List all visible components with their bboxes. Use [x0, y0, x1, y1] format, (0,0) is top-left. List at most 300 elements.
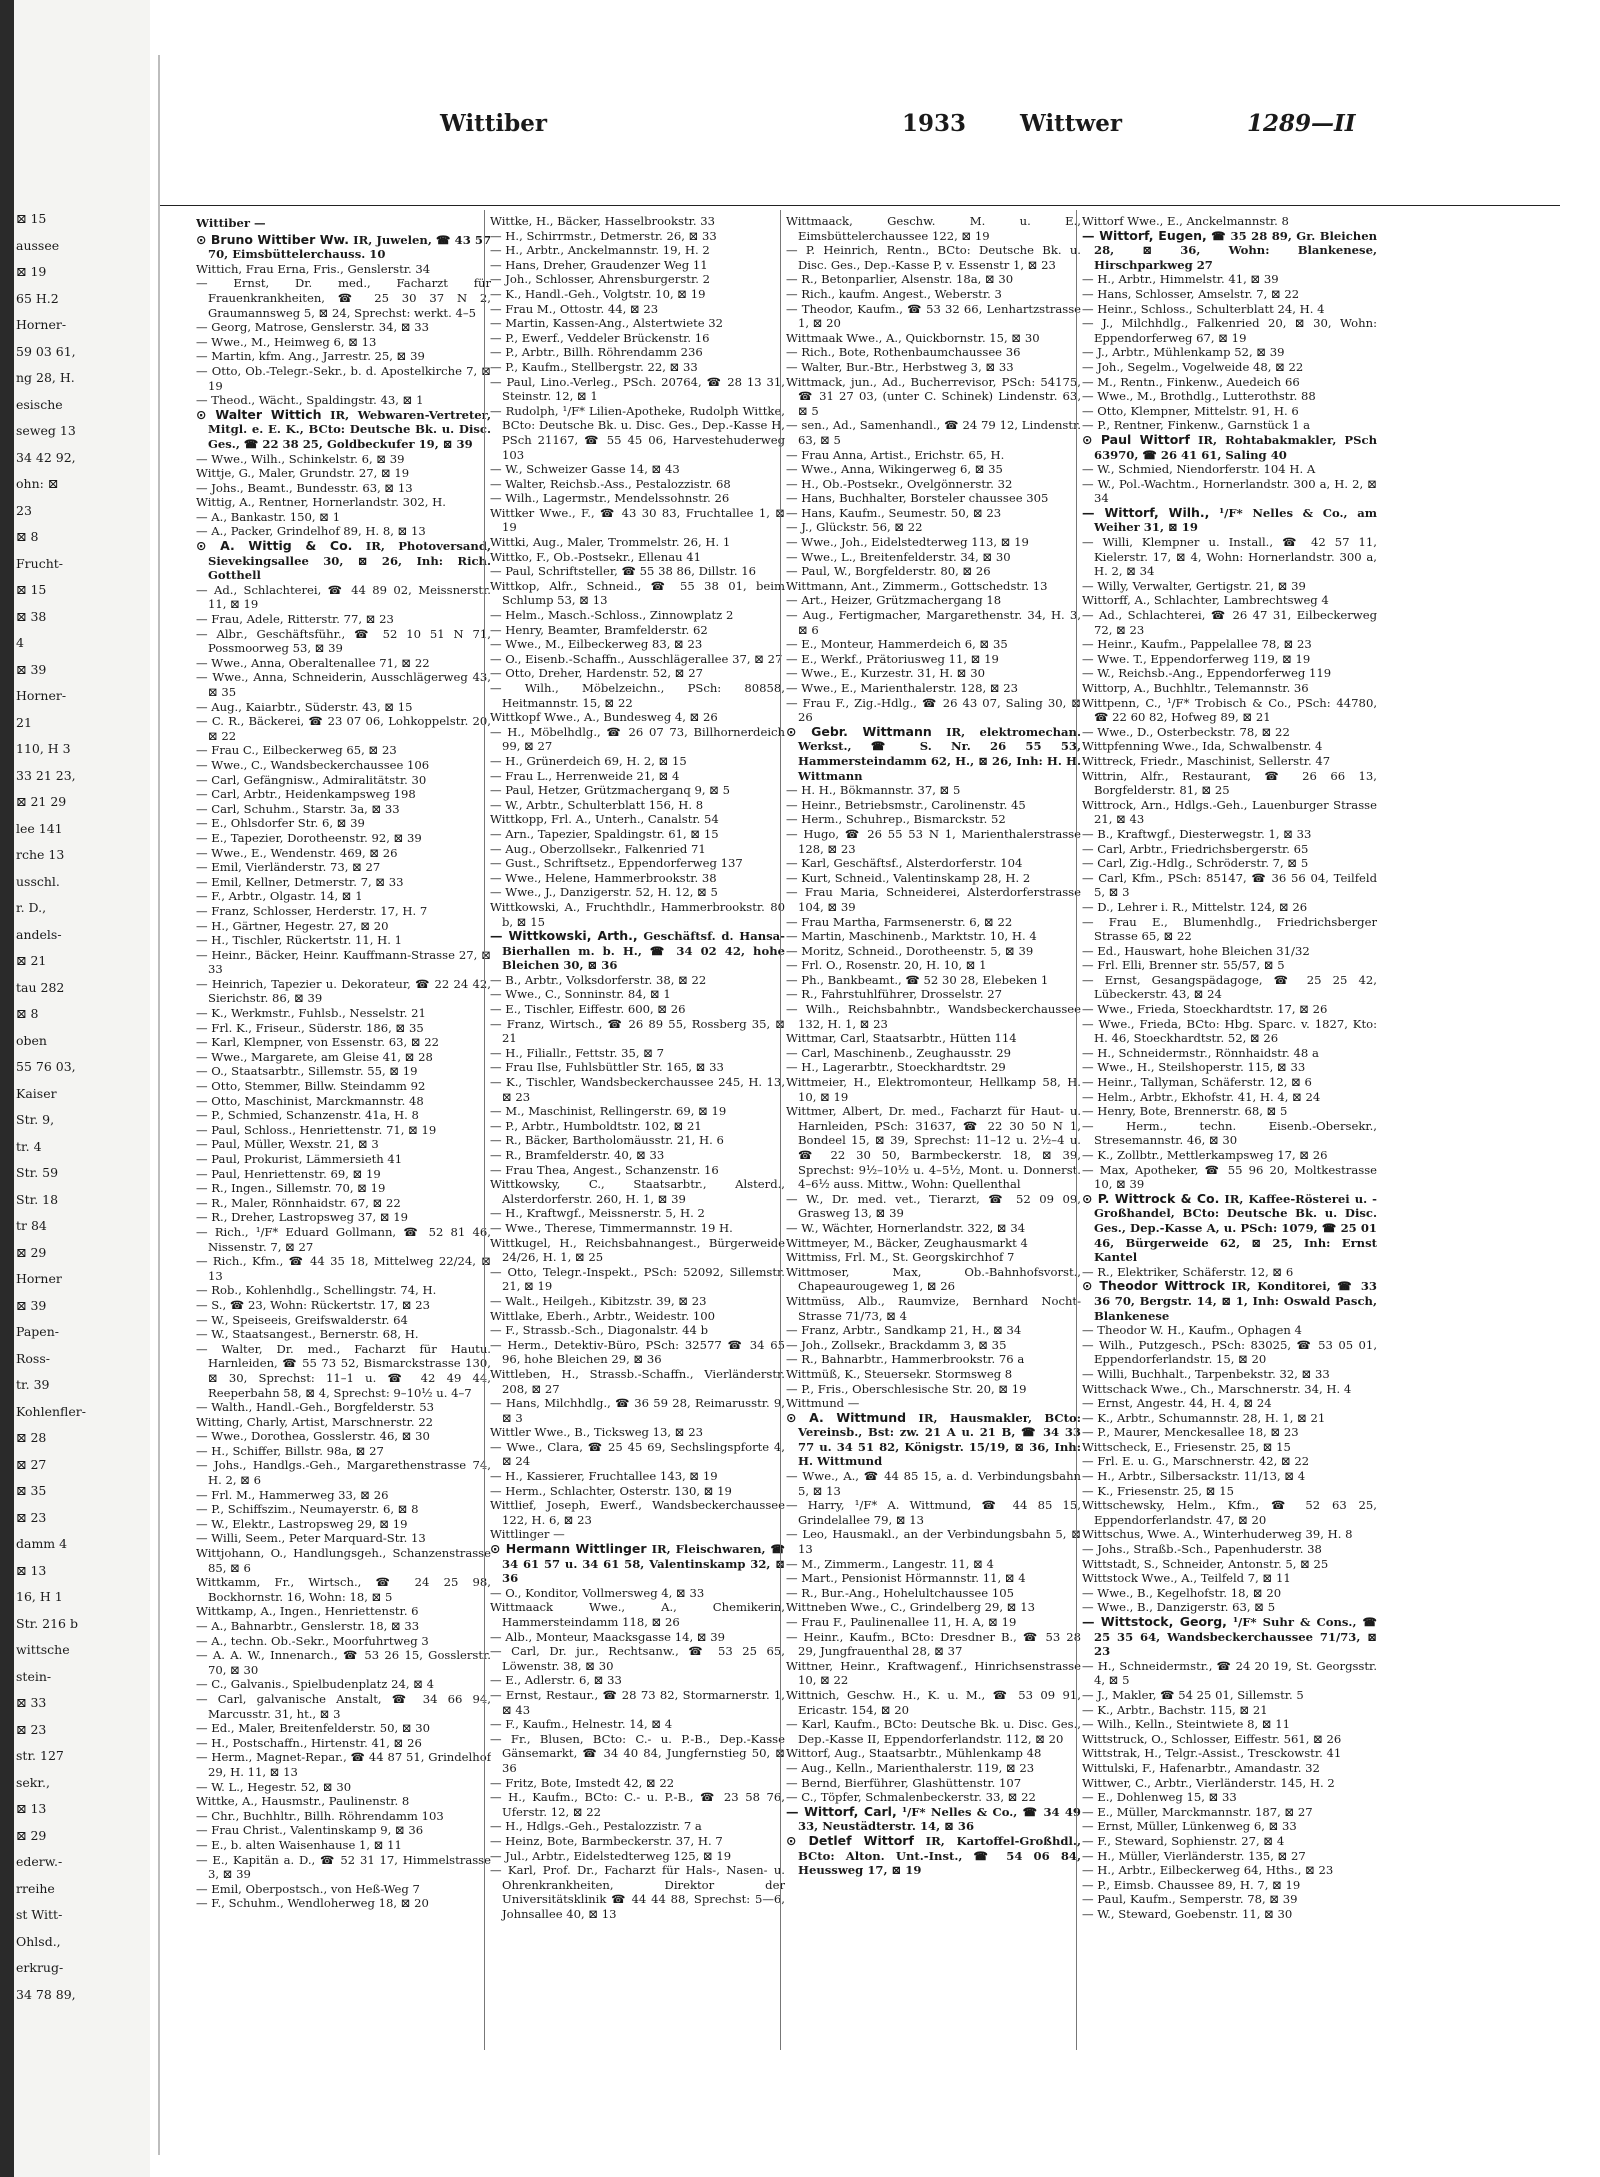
entry-text: — O., Staatsarbtr., Sillemstr. 55, ⊠ 19 — [196, 1064, 418, 1079]
column-divider-1 — [484, 210, 485, 2050]
directory-entry — [196, 1604, 491, 1619]
entry-text: — Wilh., Putzgesch., PSch: 83025, ☎ 53 05 01, Eppendorferlandstr. 15, ⊠ 20 — [1082, 1337, 1377, 1367]
directory-entry — [1082, 915, 1377, 944]
margin-fragment: Horner- — [16, 317, 67, 332]
entry-text: — A., Packer, Grindelhof 89, H. 8, ⊠ 13 — [196, 524, 426, 539]
margin-fragment: 33 21 23, — [16, 767, 76, 783]
entry-text: — Frau Thea, Angest., Schanzenstr. 16 — [490, 1162, 719, 1177]
entry-text: — R., Bäcker, Bartholomäusstr. 21, H. 6 — [490, 1133, 724, 1148]
entry-text: — Wwe., E., Kurzestr. 31, H. ⊠ 30 — [786, 666, 985, 681]
directory-entry — [490, 462, 785, 477]
entry-text: — R., Maler, Rönnhaidstr. 67, ⊠ 22 — [196, 1195, 401, 1210]
advertised-entry — [1082, 1192, 1377, 1265]
entry-text: — Herm., Schuhrep., Bismarckstr. 52 — [786, 812, 1006, 827]
directory-entry — [196, 1035, 491, 1050]
entry-text: — Carl, Kfm., PSch: 85147, ☎ 36 56 04, Teilfeld 5, ⊠ 3 — [1082, 870, 1377, 900]
entry-text: — Theodor W. H., Kaufm., Ophagen 4 — [1082, 1323, 1302, 1338]
margin-fragment: st Witt- — [16, 1907, 63, 1922]
entry-text: — Art., Heizer, Grützmachergang 18 — [786, 593, 1002, 608]
directory-entry — [786, 360, 1081, 375]
entry-text: — Wwe., Clara, ☎ 25 45 69, Sechslingspforte 4, ⊠ 24 — [490, 1439, 785, 1469]
directory-entry — [1082, 1805, 1377, 1820]
directory-entry — [490, 579, 785, 608]
entry-text: — Otto, Ob.-Telegr.-Sekr., b. d. Apostelkirche 7, ⊠ 19 — [196, 363, 491, 393]
entry-text: — R., Betonparlier, Alsenstr. 18a, ⊠ 30 — [786, 272, 1014, 287]
directory-entry — [786, 1104, 1081, 1192]
directory-entry — [196, 1692, 491, 1721]
directory-entry — [1082, 1367, 1377, 1382]
margin-fragment: 34 42 92, — [16, 449, 76, 465]
directory-entry — [786, 1396, 1081, 1411]
entry-text: Wittkopf Wwe., A., Bundesweg 4, ⊠ 26 — [490, 710, 718, 725]
entry-text: ☎ 35 28 89, Gr. Bleichen 28, ⊠ 36, Wohn: Blankenese, Hirschparkweg 27 — [1094, 228, 1377, 272]
directory-entry — [196, 1677, 491, 1692]
entry-text: — S., ☎ 23, Wohn: Rückertstr. 17, ⊠ 23 — [196, 1297, 431, 1312]
margin-fragment: ⊠ 8 — [16, 529, 39, 544]
directory-entry — [196, 656, 491, 671]
entry-text: — Herm., Magnet-Repar., ☎ 44 87 51, Grindelhof 29, H. 11, ⊠ 13 — [196, 1750, 491, 1779]
directory-entry — [196, 1444, 491, 1459]
entry-text: Wittschus, Wwe. A., Winterhuderweg 39, H. 8 — [1082, 1527, 1353, 1542]
directory-entry — [490, 1017, 785, 1046]
entry-text: — Rich., Kfm., ☎ 44 35 18, Mittelweg 22/24, ⊠ 13 — [196, 1254, 491, 1283]
entry-text: — H., Kassierer, Fruchtallee 143, ⊠ 19 — [490, 1469, 718, 1484]
directory-entry — [196, 1225, 491, 1254]
margin-fragment: Horner- — [16, 688, 67, 703]
entry-text: — Frau F., Zig.-Hdlg., ☎ 26 43 07, Saling 30, ⊠ 26 — [786, 695, 1081, 725]
directory-entry — [490, 1586, 785, 1601]
directory-entry — [1082, 1323, 1377, 1338]
directory-entry — [490, 1834, 785, 1849]
directory-entry — [1082, 739, 1377, 754]
entry-text: — K., Arbtr., Schumannstr. 28, H. 1, ⊠ 21 — [1082, 1410, 1326, 1425]
directory-entry — [490, 1133, 785, 1148]
entry-text: — P., Rentner, Finkenw., Garnstück 1 a — [1082, 418, 1311, 433]
entry-text: — K., Arbtr., Bachstr. 115, ⊠ 21 — [1082, 1702, 1268, 1717]
entry-text: — E., Werkf., Prätoriusweg 11, ⊠ 19 — [786, 651, 999, 666]
entry-text: — Martin, kfm. Ang., Jarrestr. 25, ⊠ 39 — [196, 349, 425, 364]
entry-text: — Fritz, Bote, Imstedt 42, ⊠ 22 — [490, 1775, 675, 1790]
entry-text: — Leo, Hausmakl., an der Verbindungsbahn 5, ⊠ 13 — [786, 1527, 1081, 1557]
directory-entry — [786, 1046, 1081, 1061]
entry-text: Wittrin, Alfr., Restaurant, ☎ 26 66 13, Borgfelderstr. 81, ⊠ 25 — [1082, 768, 1377, 798]
margin-fragment: str. 127 — [16, 1748, 64, 1763]
directory-entry — [786, 243, 1081, 272]
directory-entry — [196, 1429, 491, 1444]
entry-text: IR, Fleischwaren, ☎ 34 61 57 u. 34 61 58, Valentinskamp 32, ⊠ 36 — [502, 1542, 785, 1586]
directory-entry — [490, 1002, 785, 1017]
margin-fragment: Str. 18 — [16, 1191, 59, 1207]
directory-entry — [1082, 871, 1377, 900]
entry-text: — E., Adlerstr. 6, ⊠ 33 — [490, 1673, 622, 1688]
directory-entry — [490, 1163, 785, 1178]
entry-text: — Heinr., Schloss., Schulterblatt 24, H. 4 — [1082, 301, 1325, 316]
directory-entry — [490, 316, 785, 331]
entry-text: — Heinr., Tallyman, Schäferstr. 12, ⊠ 6 — [1082, 1075, 1312, 1090]
entry-text: — K., Friesenstr. 25, ⊠ 15 — [1082, 1483, 1234, 1498]
directory-entry — [196, 1838, 491, 1853]
margin-fragment: Ohlsd., — [16, 1933, 61, 1949]
directory-entry — [786, 345, 1081, 360]
entry-text: — Hans, Schlosser, Amselstr. 7, ⊠ 22 — [1082, 286, 1300, 301]
directory-entry — [196, 1575, 491, 1604]
directory-entry — [196, 1721, 491, 1736]
entry-text: Wittko, F., Ob.-Postsekr., Ellenau 41 — [490, 549, 702, 564]
entry-text: Witting, Charly, Artist, Marschnerstr. 22 — [196, 1414, 433, 1429]
entry-text: — Wwe., Helene, Hammerbrookstr. 38 — [490, 870, 717, 885]
entry-text: — Aug., Kelln., Marienthalerstr. 119, ⊠ 23 — [786, 1760, 1035, 1775]
directory-entry — [490, 1484, 785, 1499]
page-header — [420, 110, 1440, 150]
directory-entry — [490, 1717, 785, 1732]
entry-text: — B., Arbtr., Volksdorferstr. 38, ⊠ 22 — [490, 972, 707, 987]
margin-fragment: 4 — [16, 635, 24, 650]
directory-entry — [786, 477, 1081, 492]
entry-text: — Harry, ¹/F* A. Wittmund, ☎ 44 85 15, Grindelallee 79, ⊠ 13 — [786, 1498, 1081, 1527]
entry-text: — Frau Anna, Artist., Erichstr. 65, H. — [786, 447, 1005, 462]
entry-text: — E., Müller, Marckmannstr. 187, ⊠ 27 — [1082, 1804, 1313, 1819]
entry-text: — Carl, galvanische Anstalt, ☎ 34 66 94, Marcusstr. 31, ht., ⊠ 3 — [196, 1691, 491, 1721]
directory-entry — [1082, 1440, 1377, 1455]
directory-entry — [786, 462, 1081, 477]
directory-entry — [490, 900, 785, 929]
entry-text: — Paul, Hetzer, Grützmacherganq 9, ⊠ 5 — [490, 783, 730, 798]
entry-text: — P., Maurer, Menckesallee 18, ⊠ 23 — [1082, 1425, 1299, 1440]
entry-text: — Wwe., M., Brothdlg., Lutterothstr. 88 — [1082, 389, 1316, 404]
entry-text: Wittmund — — [786, 1396, 860, 1411]
entry-text: Wittmüß, K., Steuersekr. Stormsweg 8 — [786, 1366, 1013, 1381]
directory-entry — [196, 627, 491, 656]
directory-entry — [490, 856, 785, 871]
directory-entry — [490, 1600, 785, 1629]
entry-text: — Frau Ilse, Fuhlsbüttler Str. 165, ⊠ 33 — [490, 1060, 724, 1075]
directory-entry — [490, 1206, 785, 1221]
directory-entry — [1082, 769, 1377, 798]
entry-text: — Wilh., Lagermstr., Mendelssohnstr. 26 — [490, 491, 730, 506]
entry-text: — H., Arbtr., Silbersackstr. 11/13, ⊠ 4 — [1082, 1469, 1306, 1484]
entry-text: — Paul, Kaufm., Semperstr. 78, ⊠ 39 — [1082, 1892, 1298, 1907]
entry-text: — Ernst, Gesangspädagoge, ☎ 25 25 42, Lübeckerstr. 43, ⊠ 24 — [1082, 972, 1377, 1002]
advertised-entry — [490, 929, 785, 973]
directory-entry — [196, 335, 491, 350]
adjacent-page-strip — [0, 0, 150, 2177]
entry-text: — H., Gärtner, Hegestr. 27, ⊠ 20 — [196, 918, 389, 933]
entry-text: — Wwe., Wilh., Schinkelstr. 6, ⊠ 39 — [196, 451, 405, 466]
entry-text: — Carl, Dr. jur., Rechtsanw., ☎ 53 25 65, Löwenstr. 38, ⊠ 30 — [490, 1644, 785, 1673]
directory-entry — [196, 802, 491, 817]
directory-entry — [490, 871, 785, 886]
entry-text: Wittmüss, Alb., Raumvize, Bernhard Nocht-Strasse 71/73, ⊠ 4 — [786, 1293, 1081, 1323]
margin-fragment: tau 282 — [16, 979, 65, 995]
directory-entry — [1082, 1542, 1377, 1557]
entry-text: — Wwe., L., Breitenfelderstr. 34, ⊠ 30 — [786, 549, 1011, 564]
directory-entry — [196, 1050, 491, 1065]
directory-entry — [1082, 1746, 1377, 1761]
entry-name: ⊙ Theodor Wittrock — [1082, 1278, 1225, 1294]
entry-text: — H., Postschaffn., Hirtenstr. 41, ⊠ 26 — [196, 1735, 422, 1750]
advertised-entry — [786, 1411, 1081, 1469]
directory-entry — [196, 933, 491, 948]
entry-text: — O., Konditor, Vollmersweg 4, ⊠ 33 — [490, 1585, 705, 1600]
entry-text: — H., Tischler, Rückertstr. 11, H. 1 — [196, 933, 403, 948]
entry-text: Wittstock Wwe., A., Teilfeld 7, ⊠ 11 — [1082, 1571, 1291, 1586]
margin-fragment: esische — [16, 396, 63, 412]
entry-text: — H., Müller, Vierländerstr. 135, ⊠ 27 — [1082, 1848, 1306, 1863]
entry-text: — Karl, Geschäftsf., Alsterdorferstr. 104 — [786, 856, 1023, 871]
entry-text: — Frau Maria, Schneiderei, Alsterdorferstrasse 104, ⊠ 39 — [786, 885, 1081, 914]
directory-entry — [1082, 316, 1377, 345]
margin-fragment: ⊠ 39 — [16, 661, 47, 677]
directory-entry — [196, 1167, 491, 1182]
entry-text: — W., Dr. med. vet., Tierarzt, ☎ 52 09 09, Grasweg 13, ⊠ 39 — [786, 1191, 1081, 1221]
directory-entry — [1082, 1571, 1377, 1586]
directory-entry — [490, 783, 785, 798]
directory-entry — [1082, 973, 1377, 1002]
directory-entry — [196, 495, 491, 510]
entry-text: — J., Makler, ☎ 54 25 01, Sillemstr. 5 — [1082, 1687, 1304, 1702]
directory-entry — [786, 958, 1081, 973]
directory-entry — [196, 1327, 491, 1342]
directory-entry — [786, 973, 1081, 988]
directory-entry — [196, 583, 491, 612]
entry-text: — Franz, Arbtr., Sandkamp 21, H., ⊠ 34 — [786, 1323, 1022, 1338]
entry-text: — Carl, Arbtr., Heidenkampsweg 198 — [196, 787, 416, 802]
directory-entry — [196, 904, 491, 919]
directory-entry — [196, 1648, 491, 1677]
entry-text: — H., Schiffer, Billstr. 98a, ⊠ 27 — [196, 1443, 384, 1458]
entry-text: Wittmoser, Max, Ob.-Bahnhofsvorst., Chapeaurougeweg 1, ⊠ 26 — [786, 1264, 1081, 1294]
directory-entry — [786, 871, 1081, 886]
entry-text: — Kurt, Schneid., Valentinskamp 28, H. 2 — [786, 870, 1031, 885]
entry-text: — E., b. alten Waisenhause 1, ⊠ 11 — [196, 1837, 402, 1852]
entry-text: — Albr., Geschäftsführ., ☎ 52 10 51 N 71, Possmoorweg 53, ⊠ 39 — [196, 626, 491, 656]
directory-entry — [196, 1298, 491, 1313]
entry-text: — Wwe., Therese, Timmermannstr. 19 H. — [490, 1220, 733, 1235]
entry-text: — Otto, Stemmer, Billw. Steindamm 92 — [196, 1079, 426, 1094]
directory-entry — [490, 710, 785, 725]
directory-entry — [196, 846, 491, 861]
entry-text: — Hans, Kaufm., Seumestr. 50, ⊠ 23 — [786, 505, 1002, 520]
entry-text: — W., Steward, Goebenstr. 11, ⊠ 30 — [1082, 1906, 1293, 1921]
entry-text: — E., Dohlenweg 15, ⊠ 33 — [1082, 1790, 1237, 1805]
directory-entry — [490, 229, 785, 244]
entry-text: IR, elektromechan. Werkst., ☎ S. Nr. 26 55 53, Hammersteindamm 62, H., ⊠ 26, Inh: H. H. Wittmann — [798, 724, 1081, 783]
entry-text: — Wwe., A., ☎ 44 85 15, a. d. Verbindungsbahn 5, ⊠ 13 — [786, 1469, 1081, 1498]
entry-text: Wittmaak Wwe., A., Quickbornstr. 15, ⊠ 30 — [786, 330, 1040, 345]
entry-text: — Wwe., Frieda, Stoeckhardtstr. 17, ⊠ 26 — [1082, 1002, 1328, 1017]
entry-text: — W., Wächter, Hornerlandstr. 322, ⊠ 34 — [786, 1220, 1026, 1235]
directory-entry — [786, 827, 1081, 856]
entry-text: — O., Eisenb.-Schaffn., Ausschlägerallee 37, ⊠ 27 — [490, 651, 783, 666]
directory-entry — [786, 1746, 1081, 1761]
margin-fragment: 55 76 03, — [16, 1059, 76, 1074]
advertised-entry — [490, 1542, 785, 1586]
directory-entry — [786, 1688, 1081, 1717]
directory-entry — [786, 579, 1081, 594]
directory-entry — [786, 1659, 1081, 1688]
directory-entry — [490, 973, 785, 988]
entry-text: — W., Elektr., Lastropsweg 29, ⊠ 19 — [196, 1516, 408, 1531]
entry-text: Wittleben, H., Strassb.-Schaffn., Vierländerstr. 208, ⊠ 27 — [490, 1366, 785, 1396]
entry-text: — Arn., Tapezier, Spaldingstr. 61, ⊠ 15 — [490, 826, 719, 841]
entry-text: — Hans, Milchhdlg., ☎ 36 59 28, Reimarusstr. 9, ⊠ 3 — [490, 1396, 785, 1425]
directory-entry — [196, 875, 491, 890]
directory-entry — [1082, 1396, 1377, 1411]
directory-entry — [490, 842, 785, 857]
entry-text: — Herm., Schlachter, Osterstr. 130, ⊠ 19 — [490, 1483, 732, 1498]
entry-text: — Herm., techn. Eisenb.-Obersekr., Stresemannstr. 46, ⊠ 30 — [1082, 1118, 1377, 1148]
margin-fragment: ⊠ 39 — [16, 1297, 47, 1313]
directory-entry — [490, 506, 785, 535]
directory-entry — [196, 1853, 491, 1882]
entry-text: ¹/F* Nelles & Co., ☎ 34 49 33, Neustädterstr. 14, ⊠ 36 — [798, 1804, 1081, 1834]
directory-entry — [490, 535, 785, 550]
entry-text: ¹/F* Suhr & Cons., ☎ 25 35 64, Wandsbeckerchaussee 71/73, ⊠ 23 — [1094, 1615, 1377, 1659]
directory-entry — [1082, 754, 1377, 769]
directory-entry — [1082, 214, 1377, 229]
directory-entry — [786, 666, 1081, 681]
directory-entry — [1082, 593, 1377, 608]
directory-entry — [786, 1060, 1081, 1075]
directory-entry — [196, 1137, 491, 1152]
directory-entry — [196, 1181, 491, 1196]
entry-text: — Johs., Straßb.-Sch., Papenhuderstr. 38 — [1082, 1542, 1322, 1557]
entry-text: Wittorf, Aug., Staatsarbtr., Mühlenkamp 48 — [786, 1746, 1042, 1761]
entry-text: — Rich., ¹/F* Eduard Gollmann, ☎ 52 81 46, Nissenstr. 7, ⊠ 27 — [196, 1224, 491, 1254]
margin-fragment: Kaiser — [16, 1085, 57, 1101]
entry-text: — Joh., Zollsekr., Brackdamm 3, ⊠ 35 — [786, 1337, 1007, 1352]
entry-text: Wittig, A., Rentner, Hornerlandstr. 302, H. — [196, 495, 446, 510]
directory-entry — [786, 520, 1081, 535]
entry-text: IR, Konditorei, ☎ 33 36 70, Bergstr. 14, ⊠ 1, Inh: Oswald Pasch, Blankenese — [1094, 1279, 1377, 1323]
entry-text: — Ed., Hauswart, hohe Bleichen 31/32 — [1082, 943, 1310, 958]
entry-text: ¹/F* Nelles & Co., am Weiher 31, ⊠ 19 — [1094, 505, 1377, 535]
directory-entry — [786, 798, 1081, 813]
entry-text: — P., Ewerf., Veddeler Brückenstr. 16 — [490, 330, 710, 345]
entry-text: — H., Kaufm., BCto: C.- u. P.-B., ☎ 23 58 76, Uferstr. 12, ⊠ 22 — [490, 1790, 785, 1819]
directory-entry — [490, 1790, 785, 1819]
entry-text: — M., Zimmerm., Langestr. 11, ⊠ 4 — [786, 1556, 994, 1571]
directory-entry — [786, 944, 1081, 959]
entry-text: — P., Schiffszim., Neumayerstr. 6, ⊠ 8 — [196, 1502, 419, 1517]
directory-entry — [786, 564, 1081, 579]
entry-text: — M., Maschinist, Rellingerstr. 69, ⊠ 19 — [490, 1104, 727, 1119]
entry-text: Wittschack Wwe., Ch., Marschnerstr. 34, H. 4 — [1082, 1381, 1352, 1396]
entry-text: — Ernst, Angestr. 44, H. 4, ⊠ 24 — [1082, 1396, 1272, 1411]
margin-fragment: 34 78 89, — [16, 1986, 76, 2002]
directory-entry — [1082, 608, 1377, 637]
directory-entry — [1082, 477, 1377, 506]
margin-fragment: ⊠ 15 — [16, 582, 47, 597]
entry-text: — Wilh., Kelln., Steintwiete 8, ⊠ 11 — [1082, 1717, 1290, 1732]
margin-fragment: usschl. — [16, 873, 60, 889]
margin-fragment: Kohlenfler- — [16, 1403, 86, 1419]
advertised-entry — [196, 539, 491, 583]
directory-entry — [1082, 1703, 1377, 1718]
entry-text: — J., Milchhdlg., Falkenried 20, ⊠ 30, Wohn: Eppendorferweg 67, ⊠ 19 — [1082, 316, 1377, 345]
margin-fragment: aussee — [16, 237, 60, 253]
directory-entry — [1082, 1878, 1377, 1893]
entry-text: — Frl. O., Rosenstr. 20, H. 10, ⊠ 1 — [786, 958, 987, 973]
entry-text: — E., Tapezier, Dorotheenstr. 92, ⊠ 39 — [196, 830, 422, 845]
directory-entry — [196, 1021, 491, 1036]
directory-entry — [786, 448, 1081, 463]
directory-entry — [196, 1400, 491, 1415]
entry-text: Wittpfenning Wwe., Ida, Schwalbenstr. 4 — [1082, 739, 1323, 754]
entry-text: — Willi, Buchhalt., Tarpenbekstr. 32, ⊠ 33 — [1082, 1366, 1330, 1381]
entry-text: — Wwe., B., Danzigerstr. 63, ⊠ 5 — [1082, 1600, 1276, 1615]
entry-text: — Hans, Buchhalter, Borsteler chaussee 305 — [786, 491, 1049, 506]
entry-text: — Ed., Maler, Breitenfelderstr. 50, ⊠ 30 — [196, 1721, 431, 1736]
entry-text: — Paul, Schloss., Henriettenstr. 71, ⊠ 19 — [196, 1122, 437, 1137]
directory-entry — [490, 1309, 785, 1324]
directory-entry — [196, 1882, 491, 1897]
entry-text: — W., Speiseeis, Greifswalderstr. 64 — [196, 1312, 408, 1327]
directory-entry — [490, 1776, 785, 1791]
entry-text: Wittkowsky, C., Staatsarbtr., Alsterd., Alsterdorferstr. 260, H. 1, ⊠ 39 — [490, 1177, 785, 1206]
entry-text: — B., Kraftwgf., Diesterwegstr. 1, ⊠ 33 — [1082, 826, 1312, 841]
entry-text: — Frau F., Paulinenallee 11, H. A, ⊠ 19 — [786, 1615, 1017, 1629]
entry-text: — A., Bahnarbtr., Genslerstr. 18, ⊠ 33 — [196, 1619, 420, 1633]
entry-text: — Bernd, Bierführer, Glashüttenstr. 107 — [786, 1775, 1022, 1790]
entry-text: — A., techn. Ob.-Sekr., Moorfuhrtweg 3 — [196, 1633, 429, 1648]
entry-text: — Herm., Detektiv-Büro, PSch: 32577 ☎ 34 65 96, hohe Bleichen 29, ⊠ 36 — [490, 1337, 785, 1367]
directory-entry — [1082, 1834, 1377, 1849]
entry-text: — Otto, Dreher, Hardenstr. 52, ⊠ 27 — [490, 666, 703, 681]
entry-text: IR, Hausmakler, BCto: Vereinsb., Bst: zw. 21 A u. 21 B, ☎ 34 33 77 u. 34 51 82, Königstr. 15/19, ⊠ 36, Inh: H. Wittmund — [798, 1410, 1081, 1469]
entry-text: — P., Schmied, Schanzenstr. 41a, H. 8 — [196, 1108, 419, 1123]
entry-text: IR, Juwelen, ☎ 43 57 70, Eimsbüttelerchauss. 10 — [208, 232, 491, 262]
entry-text: — F., Strassb.-Sch., Diagonalstr. 44 b — [490, 1323, 709, 1338]
directory-entry — [786, 856, 1081, 871]
directory-entry — [1082, 1411, 1377, 1426]
margin-fragment: 59 03 61, — [16, 343, 76, 359]
advertised-entry — [1082, 506, 1377, 535]
directory-entry — [490, 769, 785, 784]
directory-entry — [196, 320, 491, 335]
directory-entry — [1082, 1717, 1377, 1732]
entry-text: — Wwe., E., Wendenstr. 469, ⊠ 26 — [196, 845, 398, 860]
entry-text: — F., Steward, Sophienstr. 27, ⊠ 4 — [1082, 1833, 1285, 1848]
entry-text: Wittmar, Carl, Staatsarbtr., Hütten 114 — [786, 1031, 1017, 1046]
entry-text: — H., Ob.-Postsekr., Ovelgönnerstr. 32 — [786, 476, 1013, 491]
directory-entry — [1082, 666, 1377, 681]
directory-entry — [786, 1236, 1081, 1251]
directory-entry — [490, 1863, 785, 1921]
entry-text: — Walth., Handl.-Geh., Borgfelderstr. 53 — [196, 1400, 435, 1415]
directory-entry — [196, 1488, 491, 1503]
entry-text: Wittmiss, Frl. M., St. Georgskirchhof 7 — [786, 1250, 1015, 1265]
entry-text: — Wwe., M., Heimweg 6, ⊠ 13 — [196, 334, 377, 349]
directory-entry — [490, 1323, 785, 1338]
directory-entry — [1082, 1425, 1377, 1440]
directory-entry — [196, 1634, 491, 1649]
directory-entry — [490, 1849, 785, 1864]
margin-fragment: Horner — [16, 1271, 62, 1286]
directory-entry — [196, 1458, 491, 1487]
directory-entry — [1082, 944, 1377, 959]
column-divider-2 — [780, 210, 781, 2050]
entry-text: — Frau L., Herrenweide 21, ⊠ 4 — [490, 768, 680, 783]
entry-text: — Wwe., C., Sonninstr. 84, ⊠ 1 — [490, 987, 671, 1002]
entry-text: — Rich., Bote, Rothenbaumchaussee 36 — [786, 345, 1021, 360]
margin-fragment: ⊠ 19 — [16, 264, 47, 279]
directory-entry — [196, 1079, 491, 1094]
entry-text: — Carl, Zig.-Hdlg., Schröderstr. 7, ⊠ 5 — [1082, 856, 1309, 871]
header-rule — [160, 205, 1560, 206]
entry-text: — R., Dreher, Lastropsweg 37, ⊠ 19 — [196, 1210, 409, 1225]
advertised-entry — [1082, 433, 1377, 462]
